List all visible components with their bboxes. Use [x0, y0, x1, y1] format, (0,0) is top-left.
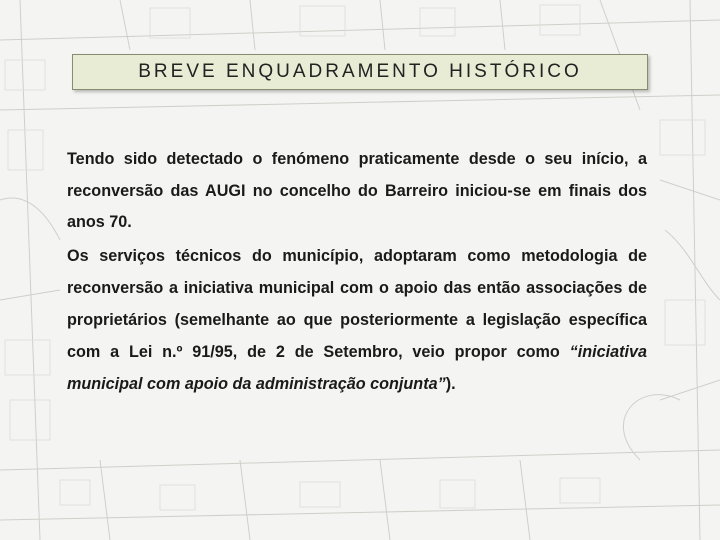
slide-title: BREVE ENQUADRAMENTO HISTÓRICO	[138, 61, 582, 82]
paragraph-1: Tendo sido detectado o fenómeno praticamente desde o seu início, a reconversão das AUGI no concelho do Barreiro iniciou-se em finais dos anos 70.	[67, 150, 647, 231]
paragraph-2-end: ).	[445, 374, 456, 393]
paragraph-2-start: Os serviços técnicos do município, adoptaram como metodologia de reconversão a iniciativa municipal com o apoio das então associações de proprietários (semelhante ao que posteriormente a legislação específica com a Lei n.º 91/95, de 2 de Setembro, veio propor como	[67, 246, 647, 361]
slide-title-box	[72, 54, 648, 90]
body-text	[67, 144, 647, 400]
paragraph-2	[67, 240, 647, 400]
paragraph-2-quote: “iniciativa municipal com apoio da administração conjunta”	[67, 342, 647, 393]
